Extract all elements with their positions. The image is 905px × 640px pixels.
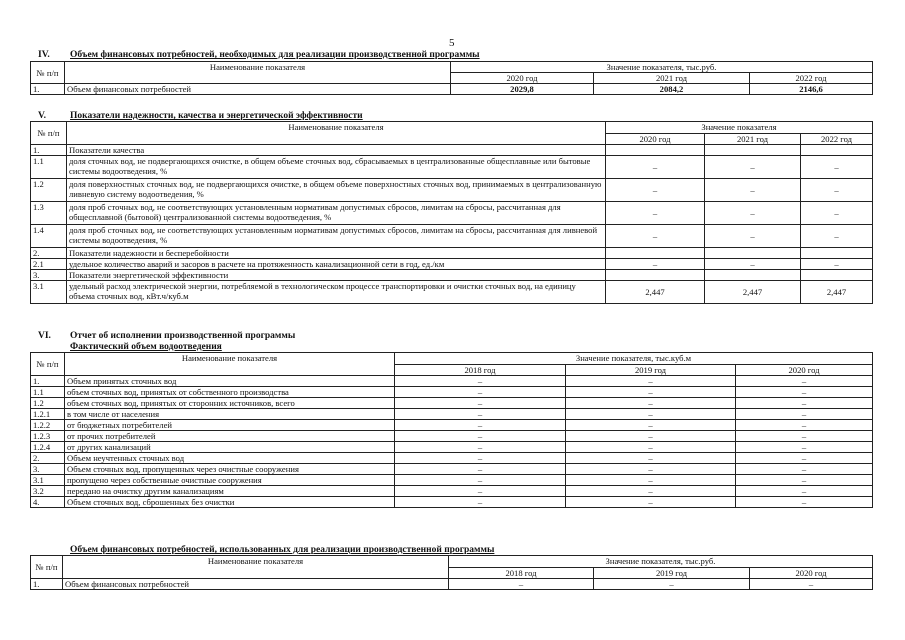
row-value: – bbox=[736, 387, 873, 398]
row-num: 3. bbox=[31, 270, 67, 281]
table-row bbox=[31, 156, 873, 179]
header-name: Наименование показателя bbox=[65, 62, 451, 84]
row-num: 1. bbox=[31, 376, 65, 387]
row-value: – bbox=[801, 179, 873, 202]
row-value: – bbox=[395, 475, 566, 486]
table-row bbox=[31, 579, 873, 590]
table-row bbox=[31, 497, 873, 508]
table-row bbox=[31, 248, 873, 259]
row-num: 1.2 bbox=[31, 179, 67, 202]
header-year: 2020 год bbox=[451, 73, 594, 84]
row-num: 3.1 bbox=[31, 475, 65, 486]
row-value bbox=[705, 145, 801, 156]
section-title: Отчет об исполнении производственной программы bbox=[70, 331, 296, 341]
row-name: Показатели надежности и бесперебойности bbox=[67, 248, 606, 259]
row-value: – bbox=[395, 387, 566, 398]
row-value: 2,447 bbox=[606, 281, 705, 304]
row-value: – bbox=[750, 579, 873, 590]
row-value: – bbox=[736, 409, 873, 420]
row-value: 2029,8 bbox=[451, 84, 594, 95]
table-row bbox=[31, 84, 873, 95]
table-row bbox=[31, 270, 873, 281]
section-title: Показатели надежности, качества и энергетической эффективности bbox=[70, 111, 363, 121]
row-name: объем сточных вод, принятых от собственного производства bbox=[65, 387, 395, 398]
row-value: – bbox=[566, 431, 736, 442]
row-name: Показатели энергетической эффективности bbox=[67, 270, 606, 281]
header-year: 2020 год bbox=[606, 134, 705, 145]
row-num: 1. bbox=[31, 145, 67, 156]
row-value: – bbox=[705, 225, 801, 248]
row-num: 1. bbox=[31, 84, 65, 95]
row-num: 1.1 bbox=[31, 156, 67, 179]
row-value: 2084,2 bbox=[594, 84, 750, 95]
table-row bbox=[31, 453, 873, 464]
table-row bbox=[31, 376, 873, 387]
row-value: – bbox=[395, 431, 566, 442]
row-value: – bbox=[606, 225, 705, 248]
quality-indicators-table bbox=[30, 121, 873, 304]
row-value: – bbox=[705, 202, 801, 225]
row-value: – bbox=[736, 497, 873, 508]
section-4-heading bbox=[38, 50, 480, 60]
header-year: 2018 год bbox=[395, 365, 566, 376]
header-year: 2021 год bbox=[594, 73, 750, 84]
section-6-heading bbox=[38, 331, 295, 341]
header-num: № п/п bbox=[31, 62, 65, 84]
row-num: 3. bbox=[31, 464, 65, 475]
row-value: – bbox=[566, 464, 736, 475]
row-value: – bbox=[606, 179, 705, 202]
row-num: 1. bbox=[31, 579, 63, 590]
row-value: – bbox=[566, 387, 736, 398]
header-name: Наименование показателя bbox=[63, 556, 449, 579]
row-value: – bbox=[395, 453, 566, 464]
row-value: – bbox=[566, 475, 736, 486]
section-5-heading bbox=[38, 111, 363, 121]
row-num: 1.3 bbox=[31, 202, 67, 225]
row-num: 1.2.4 bbox=[31, 442, 65, 453]
row-name: в том числе от населения bbox=[65, 409, 395, 420]
header-num: № п/п bbox=[31, 353, 65, 376]
financial-used-table bbox=[30, 555, 873, 590]
row-name: удельное количество аварий и засоров в расчете на протяженность канализационной сети в год, ед./км bbox=[67, 259, 606, 270]
header-value: Значение показателя, тыс.руб. bbox=[451, 62, 873, 73]
table-row bbox=[31, 464, 873, 475]
row-name: пропущено через собственные очистные сооружения bbox=[65, 475, 395, 486]
table-row bbox=[31, 281, 873, 304]
row-num: 2. bbox=[31, 248, 67, 259]
row-value: – bbox=[395, 486, 566, 497]
row-value bbox=[606, 145, 705, 156]
row-name: Объем финансовых потребностей bbox=[63, 579, 449, 590]
row-value: – bbox=[566, 442, 736, 453]
row-value: – bbox=[705, 179, 801, 202]
row-value: – bbox=[566, 409, 736, 420]
row-num: 1.4 bbox=[31, 225, 67, 248]
row-value bbox=[801, 145, 873, 156]
header-value: Значение показателя bbox=[606, 122, 873, 134]
table-row bbox=[31, 420, 873, 431]
row-value: – bbox=[566, 497, 736, 508]
row-num: 4. bbox=[31, 497, 65, 508]
row-name: Объем финансовых потребностей bbox=[65, 84, 451, 95]
row-value: – bbox=[801, 156, 873, 179]
table-row bbox=[31, 387, 873, 398]
row-value bbox=[606, 270, 705, 281]
row-name: объем сточных вод, принятых от сторонних источников, всего bbox=[65, 398, 395, 409]
row-value: – bbox=[566, 420, 736, 431]
table-row bbox=[31, 225, 873, 248]
table-row bbox=[31, 179, 873, 202]
header-num: № п/п bbox=[31, 556, 63, 579]
row-num: 2.1 bbox=[31, 259, 67, 270]
header-year: 2022 год bbox=[750, 73, 873, 84]
row-value: – bbox=[395, 497, 566, 508]
row-name: удельный расход электрической энергии, потребляемой в технологическом процессе транспортировки и очистки сточных вод, на единицу объема сточных вод, кВт.ч/куб.м bbox=[67, 281, 606, 304]
section-number: IV. bbox=[38, 50, 50, 60]
row-value: – bbox=[566, 398, 736, 409]
table-row bbox=[31, 431, 873, 442]
row-value: – bbox=[736, 442, 873, 453]
row-name: от других канализаций bbox=[65, 442, 395, 453]
header-year: 2022 год bbox=[801, 134, 873, 145]
row-value: – bbox=[705, 259, 801, 270]
row-name: передано на очистку другим канализациям bbox=[65, 486, 395, 497]
row-value: – bbox=[736, 464, 873, 475]
row-value: – bbox=[594, 579, 750, 590]
table-row bbox=[31, 475, 873, 486]
row-value: – bbox=[395, 464, 566, 475]
row-value: – bbox=[736, 398, 873, 409]
row-value: – bbox=[395, 420, 566, 431]
row-num: 1.2.3 bbox=[31, 431, 65, 442]
row-value: – bbox=[606, 156, 705, 179]
row-value: – bbox=[705, 156, 801, 179]
table-row bbox=[31, 442, 873, 453]
header-year: 2018 год bbox=[449, 568, 594, 579]
table-row bbox=[31, 398, 873, 409]
table-row bbox=[31, 202, 873, 225]
row-name: Объем неучтенных сточных вод bbox=[65, 453, 395, 464]
row-value bbox=[801, 248, 873, 259]
row-value: – bbox=[449, 579, 594, 590]
wastewater-volume-table bbox=[30, 352, 873, 508]
row-name: Объем сточных вод, пропущенных через очистные сооружения bbox=[65, 464, 395, 475]
header-value: Значение показателя, тыс.куб.м bbox=[395, 353, 873, 365]
row-name: Объем сточных вод, сброшенных без очистки bbox=[65, 497, 395, 508]
row-name: доля проб сточных вод, не соответствующих установленным нормативам допустимых сбросов, лимитам на сбросы, рассчитанная для общесплавной (бытовой) централизованной системы водоотведения, % bbox=[67, 202, 606, 225]
row-value: – bbox=[736, 420, 873, 431]
header-name: Наименование показателя bbox=[67, 122, 606, 145]
row-value: – bbox=[566, 376, 736, 387]
row-value: – bbox=[566, 486, 736, 497]
row-name: от прочих потребителей bbox=[65, 431, 395, 442]
row-value: – bbox=[801, 225, 873, 248]
row-value: – bbox=[395, 409, 566, 420]
row-value: – bbox=[736, 475, 873, 486]
row-value: – bbox=[736, 431, 873, 442]
row-value bbox=[801, 270, 873, 281]
row-value: 2,447 bbox=[801, 281, 873, 304]
row-value: – bbox=[606, 202, 705, 225]
row-num: 1.2.2 bbox=[31, 420, 65, 431]
table-row bbox=[31, 145, 873, 156]
section-subtitle: Фактический объем водоотведения bbox=[70, 342, 222, 352]
row-value bbox=[705, 248, 801, 259]
row-num: 3.2 bbox=[31, 486, 65, 497]
row-value bbox=[705, 270, 801, 281]
row-name: доля проб сточных вод, не соответствующих установленным нормативам допустимых сбросов, лимитам на сбросы, рассчитанная для ливневой системы водоотведения, % bbox=[67, 225, 606, 248]
section-number: VI. bbox=[38, 331, 51, 341]
section-number: V. bbox=[38, 111, 47, 121]
row-value: – bbox=[395, 442, 566, 453]
row-value: – bbox=[736, 376, 873, 387]
header-num: № п/п bbox=[31, 122, 67, 145]
row-value bbox=[606, 248, 705, 259]
row-value: – bbox=[736, 453, 873, 464]
row-name: доля сточных вод, не подвергающихся очистке, в общем объеме сточных вод, сбрасываемых в централизованные общесплавные или бытовые системы водоотведения, % bbox=[67, 156, 606, 179]
row-name: доля поверхностных сточных вод, не подвергающихся очистке, в общем объеме поверхностных сточных вод, принимаемых в централизованную ливневую систему водоотведения, % bbox=[67, 179, 606, 202]
header-value: Значение показателя, тыс.руб. bbox=[449, 556, 873, 568]
row-value: – bbox=[566, 453, 736, 464]
row-num: 1.2 bbox=[31, 398, 65, 409]
table-row bbox=[31, 486, 873, 497]
header-year: 2020 год bbox=[750, 568, 873, 579]
row-value: – bbox=[395, 398, 566, 409]
row-value: 2146,6 bbox=[750, 84, 873, 95]
section-title: Объем финансовых потребностей, необходимых для реализации производственной программы bbox=[70, 50, 480, 60]
row-value: – bbox=[736, 486, 873, 497]
financial-needs-table bbox=[30, 61, 873, 95]
row-num: 3.1 bbox=[31, 281, 67, 304]
header-year: 2019 год bbox=[594, 568, 750, 579]
row-value: – bbox=[801, 259, 873, 270]
row-value: 2,447 bbox=[705, 281, 801, 304]
header-year: 2019 год bbox=[566, 365, 736, 376]
table-row bbox=[31, 409, 873, 420]
row-value: – bbox=[801, 202, 873, 225]
header-year: 2021 год bbox=[705, 134, 801, 145]
table-row bbox=[31, 259, 873, 270]
row-name: Объем принятых сточных вод bbox=[65, 376, 395, 387]
section-7-heading: Объем финансовых потребностей, использованных для реализации производственной программы bbox=[70, 545, 495, 555]
row-value: – bbox=[395, 376, 566, 387]
row-num: 1.2.1 bbox=[31, 409, 65, 420]
row-name: от бюджетных потребителей bbox=[65, 420, 395, 431]
header-year: 2020 год bbox=[736, 365, 873, 376]
row-value: – bbox=[606, 259, 705, 270]
header-name: Наименование показателя bbox=[65, 353, 395, 376]
row-num: 2. bbox=[31, 453, 65, 464]
row-name: Показатели качества bbox=[67, 145, 606, 156]
page-number: 5 bbox=[449, 37, 455, 49]
row-num: 1.1 bbox=[31, 387, 65, 398]
